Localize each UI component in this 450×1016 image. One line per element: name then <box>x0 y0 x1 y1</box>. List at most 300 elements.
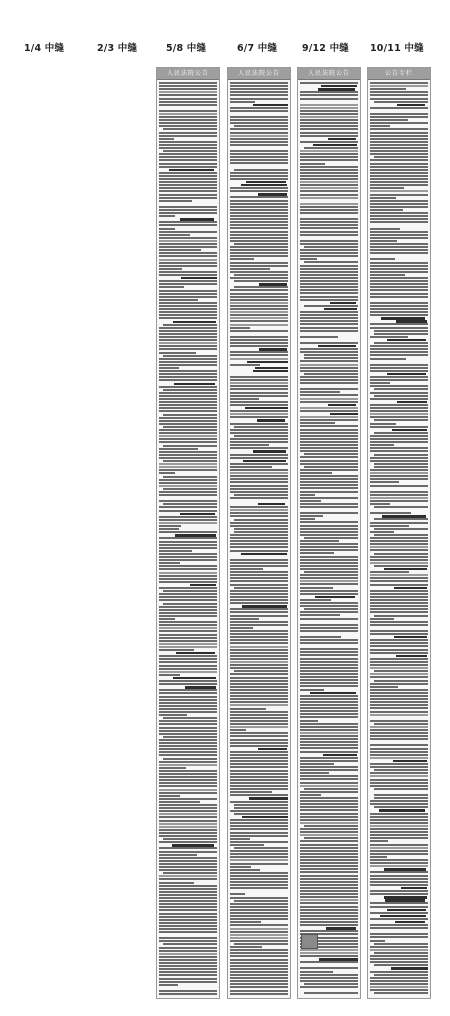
notice-text-line <box>370 782 428 784</box>
notice-text-line <box>159 376 217 378</box>
notice-text-line <box>230 990 288 992</box>
notice-text-line <box>319 958 358 960</box>
notice-text-line <box>159 237 217 239</box>
notice-text-line <box>300 884 358 886</box>
notice-text-line <box>159 888 217 890</box>
notice-text-line <box>300 398 358 400</box>
notice-text-line <box>159 674 180 676</box>
notice-text-line <box>318 345 356 347</box>
notice-text-line <box>370 240 397 242</box>
notice-text-line <box>300 249 358 251</box>
notice-text-line <box>230 88 288 90</box>
notice-text-line <box>230 358 288 360</box>
notice-text-line <box>370 370 428 372</box>
notice-text-line <box>300 166 358 168</box>
notice-text-line <box>394 587 427 589</box>
notice-text-line <box>159 166 217 168</box>
notice-text-line <box>230 732 288 734</box>
notice-text-line <box>230 327 250 329</box>
notice-text-line <box>370 645 428 647</box>
notice-text-line <box>323 754 357 756</box>
notice-text-line <box>370 159 428 161</box>
notice-text-line <box>300 859 358 861</box>
notice-text-line <box>300 317 358 319</box>
notice-text-line <box>159 274 217 276</box>
notice-text-line <box>384 896 427 898</box>
notice-text-line <box>300 456 358 458</box>
notice-text-line <box>374 466 428 468</box>
notice-text-line <box>159 215 175 217</box>
notice-text-line <box>300 565 358 567</box>
notice-text-line <box>304 357 358 359</box>
notice-text-line <box>370 150 428 152</box>
notice-text-line <box>370 847 428 849</box>
notice-text-line <box>374 794 428 796</box>
notice-text-line <box>300 695 358 697</box>
notice-text-line <box>313 144 357 146</box>
notice-text-line <box>159 680 217 682</box>
notice-text-line <box>370 577 428 579</box>
notice-text-line <box>159 159 217 161</box>
notice-text-line <box>300 713 358 715</box>
notice-text-line <box>397 104 425 106</box>
notice-text-line <box>300 274 358 276</box>
notice-text-line <box>374 333 428 335</box>
notice-text-line <box>395 921 425 923</box>
notice-text-line <box>159 420 217 422</box>
notice-text-line <box>159 885 217 887</box>
notice-text-line <box>370 314 428 316</box>
notice-text-line <box>159 252 217 254</box>
notice-text-line <box>159 348 217 350</box>
notice-text-line <box>370 169 428 171</box>
notice-text-line <box>300 980 358 982</box>
notice-text-line <box>304 571 358 573</box>
notice-text-line <box>230 320 288 322</box>
notice-text-line <box>370 246 428 248</box>
notice-text-line <box>370 686 398 688</box>
notice-text-line <box>370 336 408 338</box>
notice-text-line <box>230 618 259 620</box>
notice-text-line <box>159 922 217 924</box>
notice-text-line <box>370 231 428 233</box>
notice-text-line <box>300 661 358 663</box>
notice-text-line <box>370 927 428 929</box>
notice-text-line <box>396 320 427 322</box>
notice-text-line <box>159 144 217 146</box>
notice-text-line <box>230 717 288 719</box>
notice-text-line <box>230 178 288 180</box>
notice-text-line <box>230 658 288 660</box>
notice-text-line <box>374 518 428 520</box>
notice-text-line <box>300 132 358 134</box>
notice-text-line <box>230 571 288 573</box>
notice-text-line <box>230 782 288 784</box>
notice-text-line <box>370 450 428 452</box>
notice-text-line <box>300 952 358 954</box>
notice-text-line <box>300 450 358 452</box>
notice-text-line <box>159 832 217 834</box>
notice-text-line <box>392 429 427 431</box>
notice-text-line <box>304 354 358 356</box>
notice-text-line <box>300 407 358 409</box>
notice-text-line <box>230 203 288 205</box>
notice-text-line <box>304 373 358 375</box>
notice-text-line <box>370 701 428 703</box>
notice-text-line <box>370 692 428 694</box>
notice-text-line <box>300 871 358 873</box>
notice-text-line <box>159 290 217 292</box>
notice-text-line <box>230 209 288 211</box>
notice-text-line <box>370 989 428 991</box>
notice-text-line <box>370 825 428 827</box>
notice-text-line <box>230 447 288 449</box>
gutter-label-2-3: 2/3 中缝 <box>97 43 138 54</box>
notice-text-line <box>163 389 217 391</box>
notice-text-line <box>300 197 358 199</box>
notice-text-line <box>304 147 358 149</box>
notice-text-line <box>300 475 358 477</box>
notice-text-line <box>159 751 217 753</box>
notice-text-line <box>230 726 288 728</box>
notice-text-line <box>230 965 288 967</box>
notice-text-line <box>230 150 288 152</box>
notice-text-line <box>300 896 358 898</box>
notice-text-line <box>370 955 428 957</box>
notice-text-line <box>300 422 335 424</box>
notice-text-line <box>159 754 217 756</box>
notice-text-line <box>230 841 288 843</box>
notice-text-line <box>300 503 358 505</box>
notice-text-line <box>230 763 288 765</box>
notice-text-line <box>230 884 288 886</box>
notice-text-line <box>374 615 428 617</box>
notice-text-line <box>159 249 201 251</box>
notice-text-line <box>159 965 217 967</box>
notice-text-line <box>230 404 288 406</box>
notice-text-line <box>159 798 217 800</box>
notice-text-line <box>230 537 288 539</box>
notice-text-line <box>370 630 428 632</box>
notice-text-line <box>159 156 217 158</box>
notice-text-line <box>242 816 288 818</box>
notice-text-line <box>370 881 428 883</box>
notice-text-line <box>300 376 358 378</box>
notice-text-line <box>230 955 288 957</box>
notice-text-line <box>300 125 358 127</box>
notice-text-line <box>159 925 217 927</box>
notice-text-line <box>230 488 288 490</box>
notice-text-line <box>230 398 259 400</box>
notice-text-line <box>370 385 428 387</box>
notice-text-line <box>370 890 428 892</box>
notice-text-line <box>159 764 217 766</box>
notice-text-line <box>159 696 217 698</box>
notice-text-line <box>230 234 288 236</box>
notice-text-line <box>230 986 288 988</box>
strip-text-block-6-7 <box>230 81 288 996</box>
notice-text-line <box>304 825 358 827</box>
notice-text-line <box>384 868 426 870</box>
notice-text-line <box>159 246 217 248</box>
notice-text-line <box>304 246 358 248</box>
notice-text-line <box>230 698 288 700</box>
notice-text-line <box>159 506 217 508</box>
notice-text-line <box>230 246 288 248</box>
notice-text-line <box>300 141 358 143</box>
notice-text-line <box>374 680 428 682</box>
notice-text-line <box>230 240 288 242</box>
notice-text-line <box>300 949 358 951</box>
notice-text-line <box>159 612 217 614</box>
notice-text-line <box>370 119 408 121</box>
notice-text-line <box>159 286 184 288</box>
notice-text-line <box>370 441 428 443</box>
notice-text-line <box>300 364 358 366</box>
notice-text-line <box>370 438 428 440</box>
notice-text-line <box>159 860 217 862</box>
notice-text-line <box>230 893 245 895</box>
notice-text-line <box>370 720 428 722</box>
notice-text-line <box>230 469 288 471</box>
notice-text-line <box>230 714 288 716</box>
notice-text-line <box>230 596 288 598</box>
notice-text-line <box>300 676 358 678</box>
notice-text-line <box>370 714 428 716</box>
notice-text-line <box>387 909 426 911</box>
notice-text-line <box>370 933 428 935</box>
notice-text-line <box>163 838 217 840</box>
notice-text-line <box>163 488 217 490</box>
notice-text-line <box>370 862 428 864</box>
notice-text-line <box>370 816 428 818</box>
notice-text-line <box>370 875 428 877</box>
notice-text-line <box>230 921 261 923</box>
notice-text-line <box>159 457 217 459</box>
notice-text-line <box>159 541 217 543</box>
notice-text-line <box>159 705 217 707</box>
notice-text-line <box>159 711 217 713</box>
notice-text-line <box>234 670 288 672</box>
notice-text-line <box>159 132 217 134</box>
notice-text-line <box>159 900 217 902</box>
notice-text-line <box>230 506 288 508</box>
notice-text-line <box>300 853 358 855</box>
notice-text-line <box>159 361 217 363</box>
notice-text-line <box>159 913 217 915</box>
notice-text-line <box>230 382 288 384</box>
notice-text-line <box>300 751 358 753</box>
notice-text-line <box>370 289 428 291</box>
notice-text-line <box>180 218 214 220</box>
notice-text-line <box>318 88 355 90</box>
notice-text-line <box>159 761 217 763</box>
notice-text-line <box>230 633 288 635</box>
notice-text-line <box>241 553 287 555</box>
notice-text-line <box>253 370 288 372</box>
notice-text-line <box>370 757 428 759</box>
notice-text-line <box>300 425 358 427</box>
notice-text-line <box>230 475 288 477</box>
notice-text-line <box>300 611 358 613</box>
notice-text-line <box>159 302 217 304</box>
notice-text-line <box>300 212 358 214</box>
notice-text-line <box>300 822 358 824</box>
notice-text-line <box>300 94 358 96</box>
notice-text-line <box>159 882 194 884</box>
notice-text-line <box>370 382 390 384</box>
notice-text-line <box>230 543 288 545</box>
notice-text-line <box>370 221 428 223</box>
notice-text-line <box>159 243 217 245</box>
notice-text-line <box>300 271 358 273</box>
notice-text-line <box>370 444 394 446</box>
notice-text-line <box>300 187 358 189</box>
notice-text-line <box>374 395 428 397</box>
notice-text-line <box>230 481 288 483</box>
notice-text-line <box>300 172 358 174</box>
notice-text-line <box>230 293 288 295</box>
notice-text-line <box>300 813 358 815</box>
notice-text-line <box>230 429 288 431</box>
notice-text-line <box>159 593 217 595</box>
notice-text-line <box>370 537 428 539</box>
notice-text-line <box>234 435 288 437</box>
notice-text-line <box>300 744 358 746</box>
notice-text-line <box>370 940 385 942</box>
notice-text-line <box>159 454 217 456</box>
notice-text-line <box>230 175 288 177</box>
notice-text-line <box>159 178 217 180</box>
notice-text-line <box>159 283 217 285</box>
notice-text-line <box>396 655 427 657</box>
notice-text-line <box>159 748 217 750</box>
notice-text-line <box>159 395 217 397</box>
notice-text-line <box>159 776 217 778</box>
notice-text-line <box>230 918 288 920</box>
notice-text-line <box>159 937 217 939</box>
notice-text-line <box>230 196 288 198</box>
notice-text-line <box>370 949 428 951</box>
notice-text-line <box>159 364 217 366</box>
notice-text-line <box>370 574 428 576</box>
notice-text-line <box>370 184 428 186</box>
notice-text-line <box>230 354 288 356</box>
notice-text-line <box>159 438 217 440</box>
notice-text-line <box>300 648 358 650</box>
notice-text-line <box>159 398 217 400</box>
notice-text-line <box>230 172 288 174</box>
gutter-label-6-7: 6/7 中缝 <box>237 43 278 54</box>
notice-text-line <box>230 903 288 905</box>
notice-text-line <box>300 432 358 434</box>
notice-text-line <box>300 803 358 805</box>
notice-text-line <box>230 454 288 456</box>
notice-text-line <box>328 138 356 140</box>
notice-text-line <box>159 88 217 90</box>
notice-text-line <box>300 667 358 669</box>
notice-text-line <box>370 407 428 409</box>
notice-text-line <box>159 531 217 533</box>
notice-text-line <box>370 172 428 174</box>
notice-text-line <box>159 352 196 354</box>
notice-text-line <box>300 280 358 282</box>
notice-text-line <box>159 271 217 273</box>
notice-text-line <box>300 747 358 749</box>
notice-text-line <box>181 277 217 279</box>
notice-text-line <box>230 336 288 338</box>
notice-text-line <box>300 506 358 508</box>
notice-text-line <box>159 649 194 651</box>
notice-text-line <box>159 110 217 112</box>
notice-text-line <box>190 584 216 586</box>
notice-text-line <box>230 689 288 691</box>
notice-text-line <box>230 611 288 613</box>
notice-text-line <box>370 249 428 251</box>
notice-text-line <box>247 361 288 363</box>
notice-text-line <box>175 534 216 536</box>
notice-text-line <box>230 661 288 663</box>
notice-text-line <box>370 980 428 982</box>
notice-text-line <box>300 283 358 285</box>
notice-text-line <box>230 844 264 846</box>
notice-text-line <box>300 110 358 112</box>
notice-text-line <box>300 150 358 152</box>
notice-text-line <box>300 924 358 926</box>
notice-text-line <box>159 212 217 214</box>
notice-text-line <box>370 351 428 353</box>
notice-text-line <box>304 453 358 455</box>
notice-text-line <box>230 704 288 706</box>
notice-text-line <box>159 556 217 558</box>
notice-text-line <box>159 98 217 100</box>
notice-text-line <box>230 673 288 675</box>
notice-text-line <box>159 373 217 375</box>
notice-text-line <box>159 485 217 487</box>
notice-text-line <box>300 419 358 421</box>
notice-text-line <box>300 410 358 412</box>
notice-text-line <box>230 739 288 741</box>
notice-text-line <box>159 181 217 183</box>
notice-text-line <box>300 128 358 130</box>
notice-text-line <box>230 701 288 703</box>
notice-text-line <box>230 410 288 412</box>
notice-text-line <box>159 85 217 87</box>
notice-text-line <box>370 215 428 217</box>
notice-text-line <box>234 494 288 496</box>
notice-text-line <box>230 825 288 827</box>
notice-text-line <box>159 906 217 908</box>
notice-text-line <box>159 599 217 601</box>
notice-text-line <box>300 794 321 796</box>
notice-text-line <box>230 550 288 552</box>
notice-text-line <box>300 778 358 780</box>
notice-text-line <box>185 686 216 688</box>
notice-text-line <box>159 333 217 335</box>
notice-text-line <box>230 757 288 759</box>
notice-text-line <box>370 175 428 177</box>
notice-text-line <box>300 809 358 811</box>
notice-text-line <box>159 336 217 338</box>
notice-text-line <box>321 85 357 87</box>
notice-text-line <box>370 748 428 750</box>
notice-text-line <box>159 224 217 226</box>
notice-text-line <box>370 293 428 295</box>
notice-text-line <box>159 404 217 406</box>
notice-text-line <box>230 593 288 595</box>
notice-text-line <box>159 262 217 264</box>
notice-text-line <box>370 751 428 753</box>
